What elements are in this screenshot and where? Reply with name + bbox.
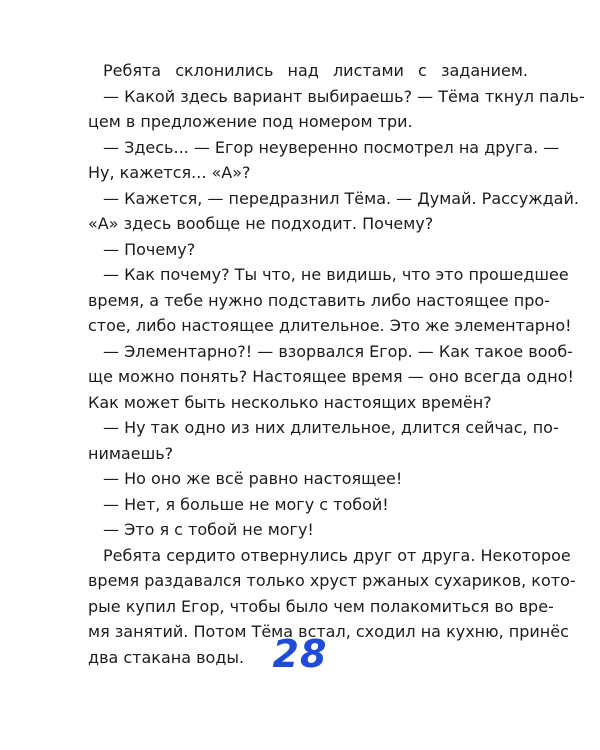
text-line: — Кажется, — передразнил Тёма. — Думай. Рассуждай.: [103, 188, 579, 208]
text-line: — Почему?: [103, 239, 196, 259]
text-line: — Но оно же всё равно настоящее!: [103, 469, 403, 488]
text-line: — Элементарно?! — взорвался Егор. — Как такое вооб-: [103, 341, 573, 361]
page-number: 28: [272, 632, 328, 676]
text-line: цем в предложение под номером три.: [88, 112, 413, 131]
text-line: — Ну так одно из них длительное, длится сейчас, по-: [103, 418, 559, 437]
text-line: рые купил Егор, чтобы было чем полакомиться во вре-: [88, 596, 554, 616]
text-line: время, а тебе нужно подставить либо настоящее про-: [88, 290, 550, 310]
text-line: два стакана воды.: [88, 647, 245, 667]
text-line: — Здесь... — Егор неуверенно посмотрел на друга. —: [103, 137, 560, 157]
text-line: стое, либо настоящее длительное. Это же элементарно!: [88, 316, 572, 335]
text-line: время раздавался только хруст ржаных сухариков, кото-: [88, 571, 576, 590]
text-line: — Как почему? Ты что, не видишь, что это прошедшее: [103, 265, 569, 284]
text-line: «А» здесь вообще не подходит. Почему?: [88, 214, 434, 233]
text-line: мя занятий. Потом Тёма встал, сходил на кухню, принёс: [88, 622, 569, 641]
text-line: Ну, кажется... «А»?: [88, 163, 251, 182]
text-line: — Это я с тобой не могу!: [103, 520, 314, 539]
text-line: Ребята сердито отвернулись друг от друга. Некоторое: [103, 545, 571, 565]
text-line: — Нет, я больше не могу с тобой!: [103, 494, 389, 514]
text-line: нимаешь?: [88, 443, 174, 463]
body-text: [88, 58, 585, 670]
text-line: Ребята склонились над листами с заданием.: [103, 61, 528, 80]
text-line: ще можно понять? Настоящее время — оно всегда одно!: [88, 367, 574, 386]
text-line: Как может быть несколько настоящих времён?: [88, 392, 492, 412]
text-line: — Какой здесь вариант выбираешь? — Тёма ткнул паль-: [103, 86, 585, 106]
